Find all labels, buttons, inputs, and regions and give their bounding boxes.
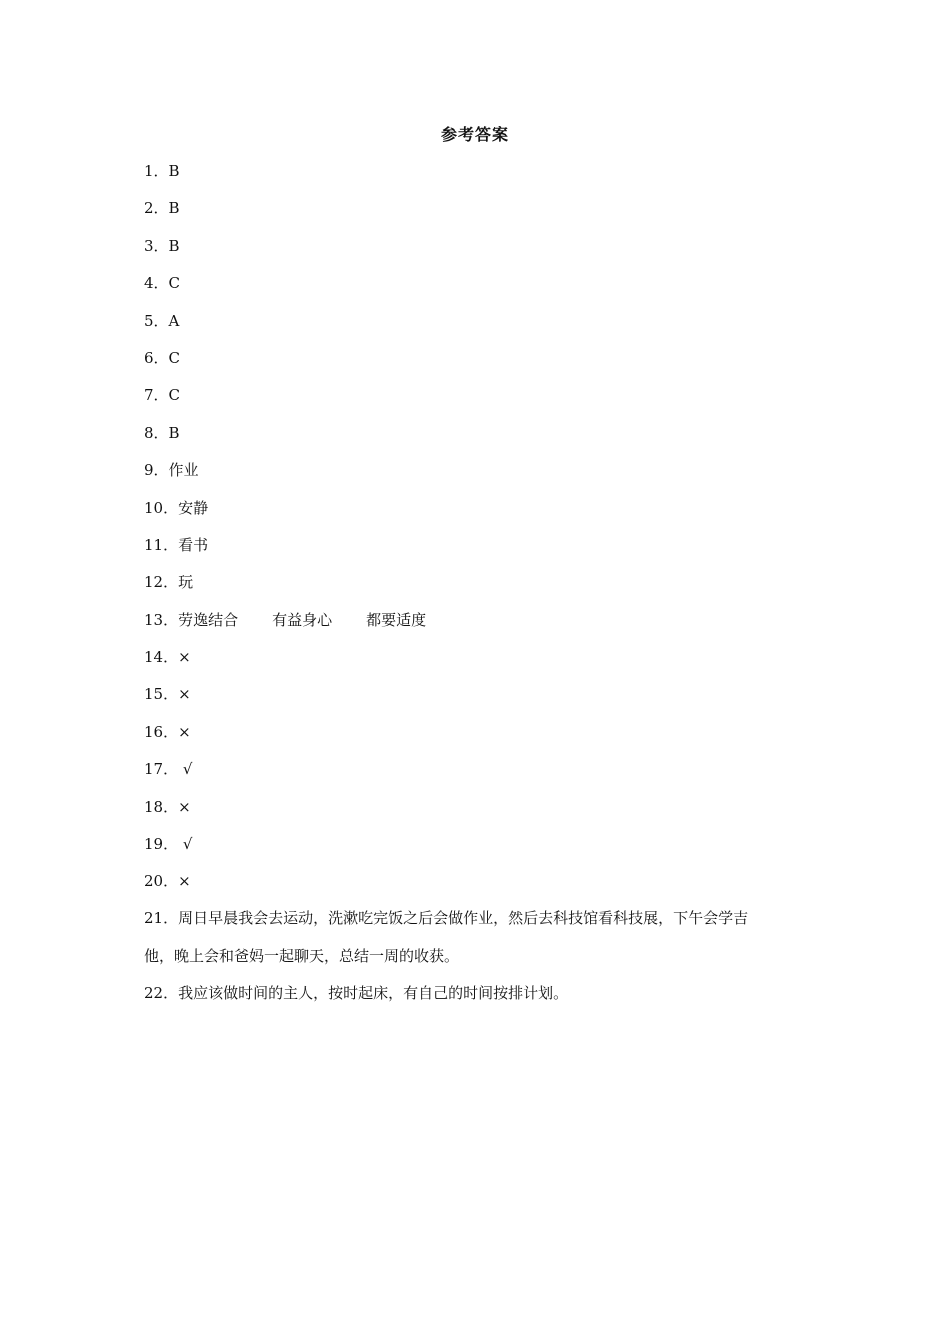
answer-number: 2． xyxy=(144,199,169,218)
answer-number: 19． xyxy=(144,835,179,854)
answer-line xyxy=(144,900,814,937)
answer-number: 4． xyxy=(144,274,169,293)
answer-item-21 xyxy=(144,900,814,975)
answer-text: √ xyxy=(178,835,193,854)
answer-number: 21． xyxy=(144,909,179,928)
answer-text: × xyxy=(178,872,191,891)
answer-item-3 xyxy=(144,235,814,257)
answer-text: 作业 xyxy=(168,461,199,480)
answer-number: 22． xyxy=(144,984,179,1003)
answer-text-part: 都要适度 xyxy=(366,610,427,629)
answer-number: 11． xyxy=(144,535,179,554)
answer-text: 我应该做时间的主人，按时起床，有自己的时间按排计划。 xyxy=(178,984,569,1003)
answer-item-4 xyxy=(144,272,814,294)
answer-text-part: 劳逸结合 xyxy=(178,610,239,629)
answer-list xyxy=(144,160,814,1013)
answer-number: 7． xyxy=(144,386,169,405)
answer-text: × xyxy=(178,648,191,667)
answer-item-11 xyxy=(144,534,814,556)
answer-text: × xyxy=(178,685,191,704)
answer-item-19 xyxy=(144,833,814,855)
answer-item-1 xyxy=(144,160,814,182)
answer-number: 10． xyxy=(144,498,179,517)
answer-text: B xyxy=(168,236,180,255)
answer-text: C xyxy=(168,348,181,367)
answer-item-2 xyxy=(144,197,814,219)
answer-item-6 xyxy=(144,347,814,369)
answer-number: 17． xyxy=(144,760,179,779)
answer-item-12 xyxy=(144,571,814,593)
answer-number: 12． xyxy=(144,573,179,592)
answer-item-7 xyxy=(144,384,814,406)
answer-number: 14． xyxy=(144,648,179,667)
answer-item-15 xyxy=(144,683,814,705)
answer-number: 9． xyxy=(144,461,169,480)
answer-text-part: 有益身心 xyxy=(272,610,333,629)
answer-item-18 xyxy=(144,796,814,818)
answer-item-10 xyxy=(144,497,814,519)
answer-text: 玩 xyxy=(178,573,194,592)
answer-number: 3． xyxy=(144,236,169,255)
answer-text: × xyxy=(178,797,191,816)
answer-text: A xyxy=(168,311,180,330)
answer-number: 1． xyxy=(144,162,169,180)
answer-item-5 xyxy=(144,310,814,332)
answer-item-13 xyxy=(144,609,814,631)
answer-number: 18． xyxy=(144,797,179,816)
answer-text: B xyxy=(168,162,180,180)
answer-text: 安静 xyxy=(178,498,209,517)
answer-item-14 xyxy=(144,646,814,668)
answer-item-22 xyxy=(144,975,814,1012)
answer-text: B xyxy=(168,199,180,218)
answer-number: 16． xyxy=(144,722,179,741)
page-title: 参考答案 xyxy=(440,125,509,144)
answer-item-20 xyxy=(144,870,814,892)
answer-line: 他，晚上会和爸妈一起聊天，总结一周的收获。 xyxy=(144,946,460,965)
answer-number: 8． xyxy=(144,423,169,442)
answer-number: 5． xyxy=(144,311,169,330)
answer-text: 看书 xyxy=(178,535,209,554)
answer-text: C xyxy=(168,386,181,405)
answer-item-9 xyxy=(144,459,814,481)
answer-number: 13． xyxy=(144,610,179,629)
answer-text: C xyxy=(168,274,181,293)
answer-number: 15． xyxy=(144,685,179,704)
answer-text: 周日早晨我会去运动，洗漱吃完饭之后会做作业，然后去科技馆看科技展，下午会学吉 xyxy=(178,909,749,928)
answer-text: × xyxy=(178,722,191,741)
answer-line xyxy=(144,975,814,1012)
answer-text: √ xyxy=(178,760,193,779)
answer-text: B xyxy=(168,423,180,442)
answer-item-17 xyxy=(144,758,814,780)
answer-item-8 xyxy=(144,422,814,444)
answer-number: 6． xyxy=(144,348,169,367)
answer-item-16 xyxy=(144,721,814,743)
answer-number: 20． xyxy=(144,872,179,891)
